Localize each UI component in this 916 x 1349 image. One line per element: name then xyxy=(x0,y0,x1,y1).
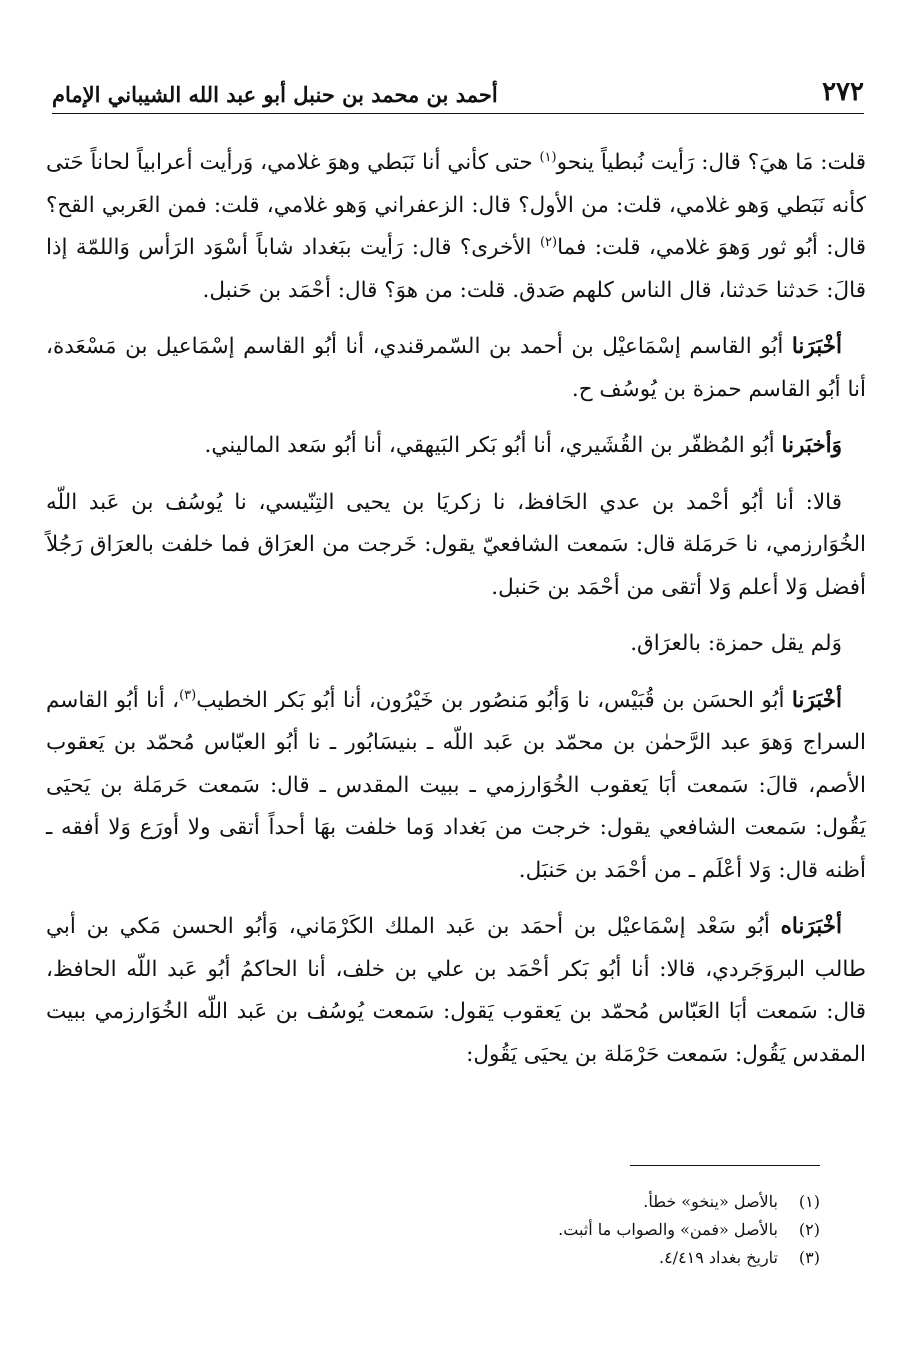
paragraph-3 xyxy=(46,425,866,468)
paragraph-text: قالا: أنا أبُو أحْمد بن عدي الحَافظ، نا زكريَا بن يحيى التِنّيسي، نا يُوسُف بن عَبد اللّه الخُوَارزمي، نا حَرمَلة قال: سَمعت الشافعيّ يقول: خَرجت من العرَاق فما خلفت بالعرَاق رَجُلاً أفضل وَلا أعلم وَلا أتقى من أحْمَد بن حَنبل. xyxy=(46,489,866,600)
paragraph-text: الأخرى؟ قال: رَأيت ببَغداد شاباً أسْوَد الرَأس وَاللمّة إذا قالَ: حَدثنا حَدثنا، قال الناس كلهم صَدق. قلت: من هوَ؟ قال: أحْمَد بن حَنبل. xyxy=(46,235,866,303)
paragraph-text: وَلم يقل حمزة: بالعرَاق. xyxy=(630,631,842,656)
footnote-number: (٣) xyxy=(798,1248,820,1267)
paragraph-text: قلت: مَا هيَ؟ قال: رَأيت نُبطياً ينحو xyxy=(556,150,866,175)
paragraph-2 xyxy=(46,326,866,411)
footnote-text: تاريخ بغداد ٤/٤١٩. xyxy=(658,1248,778,1267)
paragraph-text: أبُو القاسم إسْمَاعيْل بن أحمد بن السّمرقندي، أنا أبُو القاسم إسْمَاعيل بن مَسْعَدة، أنا أبُو القاسم حمزة بن يُوسُف ح. xyxy=(46,334,866,402)
paragraph-text: ، أنا أبُو القاسم السراج وَهوَ عبد الرَّحمٰن بن محمّد بن عَبد اللّه ـ بنيسَابُور ـ نا أبُو العبّاس مُحمّد بن يَعقوب الأصم، قالَ: سَمعت أبَا يَعقوب الخُوَارزمي ـ ببيت المقدس ـ قال: سَمعت حَرمَلة بن يَحيَى يَقُول: سَمعت الشافعي يقول: خرجت من بَغداد وَما خلفت بهَا أحداً أتقى ولا أورَع وَلا أفقه ـ أظنه قال: وَلا أعْلَم ـ من أحْمَد بن حَنبَل. xyxy=(46,687,866,883)
footnote-number: (٢) xyxy=(798,1220,820,1239)
footnote-text: بالأصل «فمن» والصواب ما أثبت. xyxy=(558,1220,778,1239)
paragraph-6 xyxy=(46,680,866,893)
page-number: ٢٧٢ xyxy=(822,77,864,107)
paragraph-text: أبُو المُظفّر بن القُشَيري، أنا أبُو بَكر البَيهقي، أنا أبُو سَعد الماليني. xyxy=(204,433,782,458)
lead-word: أخْبَرَنا xyxy=(791,687,842,713)
paragraph-7 xyxy=(46,906,866,1076)
footnote-divider xyxy=(630,1165,820,1166)
lead-word: أخْبَرَنا xyxy=(791,334,842,359)
paragraph-1 xyxy=(46,142,866,312)
footnote-ref-3: (٣) xyxy=(179,687,197,703)
footnote-ref-2: (٢) xyxy=(539,234,558,250)
footnotes xyxy=(60,1188,820,1272)
paragraph-text: أبُو سَعْد إسْمَاعيْل بن أحمَد بن عَبد الملك الكَرْمَاني، وَأبُو الحسن مَكي بن أبي طالب البروَجَردي، قالا: أنا أبُو بَكر أحْمَد بن علي بن خلف، أنا الحاكمُ أبُو عَبد اللّه الحافظ، قال: سَمعت أبَا العَبّاس مُحمّد بن يَعقوب يَقول: سَمعت يُوسُف بن عَبد اللّه الخُوَارزمي ببيت المقدس يَقُول: سَمعت حَرْمَلة بن يحيَى يَقُول: xyxy=(46,914,866,1067)
footnote-2 xyxy=(60,1216,820,1244)
running-title: أحمد بن محمد بن حنبل أبو عبد الله الشيباني الإمام xyxy=(52,82,498,107)
footnote-3 xyxy=(60,1244,820,1272)
paragraph-4 xyxy=(46,482,866,610)
footnote-text: بالأصل «ينخو» خطأ. xyxy=(643,1192,778,1211)
footnote-number: (١) xyxy=(798,1192,820,1211)
paragraph-text: حتى كأني أنا نَبَطي وهوَ غلامي، وَرأيت أعرابياً لحاناً حَتى كأنه نَبَطي وَهو غلامي، قلت: من الأول؟ قال: الزعفراني وَهو غلامي، قلت: فمن العَربي القح؟ قال: أبُو ثور وَهوَ غلامي، قلت: فما xyxy=(46,150,866,260)
paragraph-text: أبُو الحسَن بن قُبَيْس، نا وَأبُو مَنصُور بن خَيْرُون، أنا أبُو بَكر الخطيب xyxy=(196,687,792,713)
footnote-1 xyxy=(60,1188,820,1216)
footnote-ref-1: (١) xyxy=(539,149,557,165)
lead-word: وَأخبَرنا xyxy=(781,433,842,458)
main-text xyxy=(46,142,866,1090)
lead-word: أخْبَرَناه xyxy=(780,914,842,939)
paragraph-5 xyxy=(46,623,866,666)
page-header xyxy=(52,70,864,114)
